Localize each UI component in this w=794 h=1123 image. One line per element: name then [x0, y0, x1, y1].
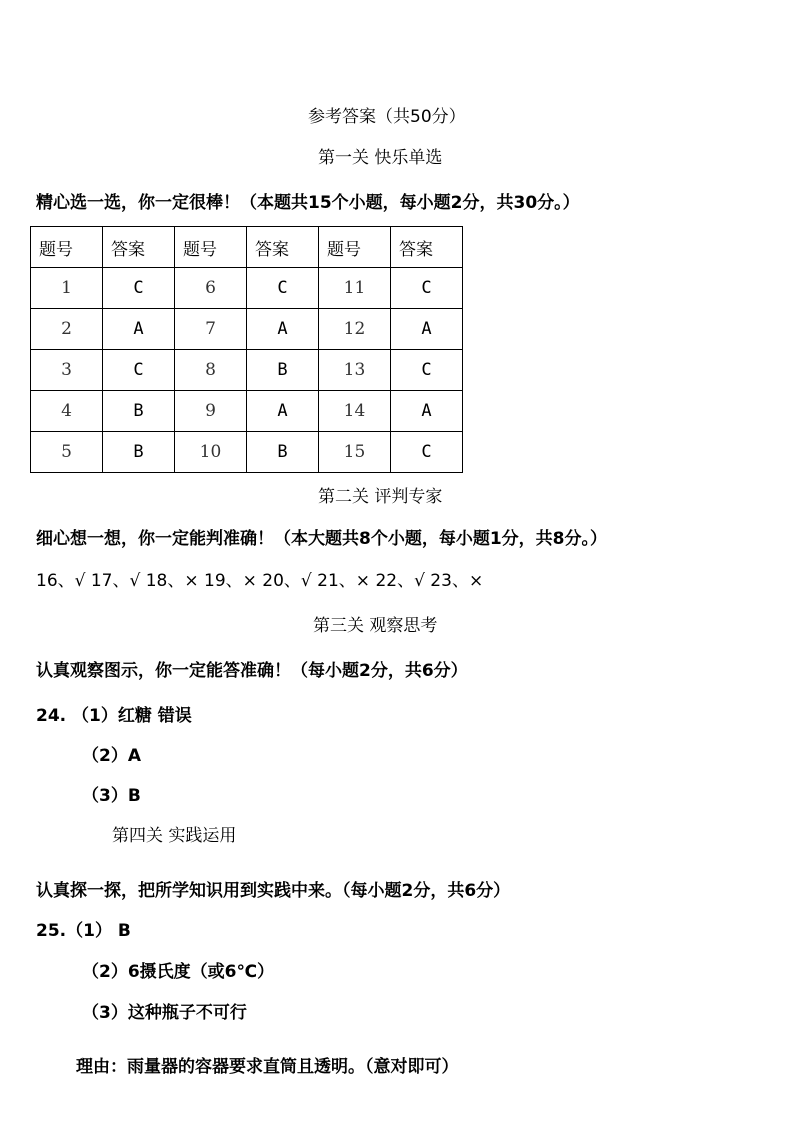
table-header-cell: 题号 — [319, 227, 391, 268]
answer-cell: B — [247, 350, 319, 391]
answer-cell: A — [247, 391, 319, 432]
answer-cell: C — [391, 432, 463, 473]
question-number-cell: 3 — [31, 350, 103, 391]
question-25-part-3: （3）这种瓶子不可行 — [82, 1003, 247, 1023]
answer-table — [30, 226, 463, 473]
question-24-part-1: 24. （1）红糖 错误 — [36, 706, 192, 726]
question-25-part-1: 25.（1） B — [36, 921, 131, 941]
question-number-cell: 10 — [175, 432, 247, 473]
answer-cell: A — [391, 309, 463, 350]
answer-cell: C — [103, 350, 175, 391]
table-header-cell: 题号 — [175, 227, 247, 268]
section-intro-4: 认真探一探，把所学知识用到实践中来。（每小题2分，共6分） — [36, 881, 511, 901]
question-number-cell: 2 — [31, 309, 103, 350]
question-25-reason: 理由：雨量器的容器要求直筒且透明。（意对即可） — [76, 1057, 459, 1077]
table-header-cell: 答案 — [247, 227, 319, 268]
answer-cell: B — [103, 391, 175, 432]
section-intro-1: 精心选一选，你一定很棒！（本题共15个小题，每小题2分，共30分。） — [36, 193, 580, 213]
table-row — [31, 309, 463, 350]
question-number-cell: 5 — [31, 432, 103, 473]
answer-cell: C — [247, 268, 319, 309]
table-row — [31, 350, 463, 391]
question-number-cell: 12 — [319, 309, 391, 350]
answer-cell: A — [391, 391, 463, 432]
question-number-cell: 15 — [319, 432, 391, 473]
question-number-cell: 7 — [175, 309, 247, 350]
page-title: 参考答案（共50分） — [308, 107, 466, 127]
section-heading-3: 第三关 观察思考 — [313, 616, 438, 636]
answer-cell: B — [103, 432, 175, 473]
table-header-cell: 答案 — [103, 227, 175, 268]
judgement-answers: 16、√ 17、√ 18、× 19、× 20、√ 21、× 22、√ 23、× — [36, 571, 484, 591]
answer-cell: B — [247, 432, 319, 473]
table-row — [31, 432, 463, 473]
question-number-cell: 4 — [31, 391, 103, 432]
answer-cell: C — [103, 268, 175, 309]
question-number-cell: 1 — [31, 268, 103, 309]
section-intro-3: 认真观察图示，你一定能答准确！（每小题2分，共6分） — [36, 661, 468, 681]
question-number-cell: 14 — [319, 391, 391, 432]
question-number-cell: 6 — [175, 268, 247, 309]
question-number-cell: 13 — [319, 350, 391, 391]
question-25-part-2: （2）6摄氏度（或6℃） — [82, 962, 275, 982]
table-row — [31, 268, 463, 309]
question-number-cell: 8 — [175, 350, 247, 391]
table-header-cell: 题号 — [31, 227, 103, 268]
answer-cell: C — [391, 350, 463, 391]
section-heading-2: 第二关 评判专家 — [318, 487, 443, 507]
question-number-cell: 11 — [319, 268, 391, 309]
answer-cell: C — [391, 268, 463, 309]
table-row — [31, 391, 463, 432]
table-header-cell: 答案 — [391, 227, 463, 268]
table-header-row — [31, 227, 463, 268]
answer-cell: A — [103, 309, 175, 350]
answer-cell: A — [247, 309, 319, 350]
section-heading-1: 第一关 快乐单选 — [318, 148, 443, 168]
question-number-cell: 9 — [175, 391, 247, 432]
question-24-part-2: （2）A — [82, 746, 141, 766]
section-intro-2: 细心想一想，你一定能判准确！（本大题共8个小题，每小题1分，共8分。） — [36, 529, 607, 549]
question-24-part-3: （3）B — [82, 786, 141, 806]
section-heading-4: 第四关 实践运用 — [112, 826, 237, 846]
